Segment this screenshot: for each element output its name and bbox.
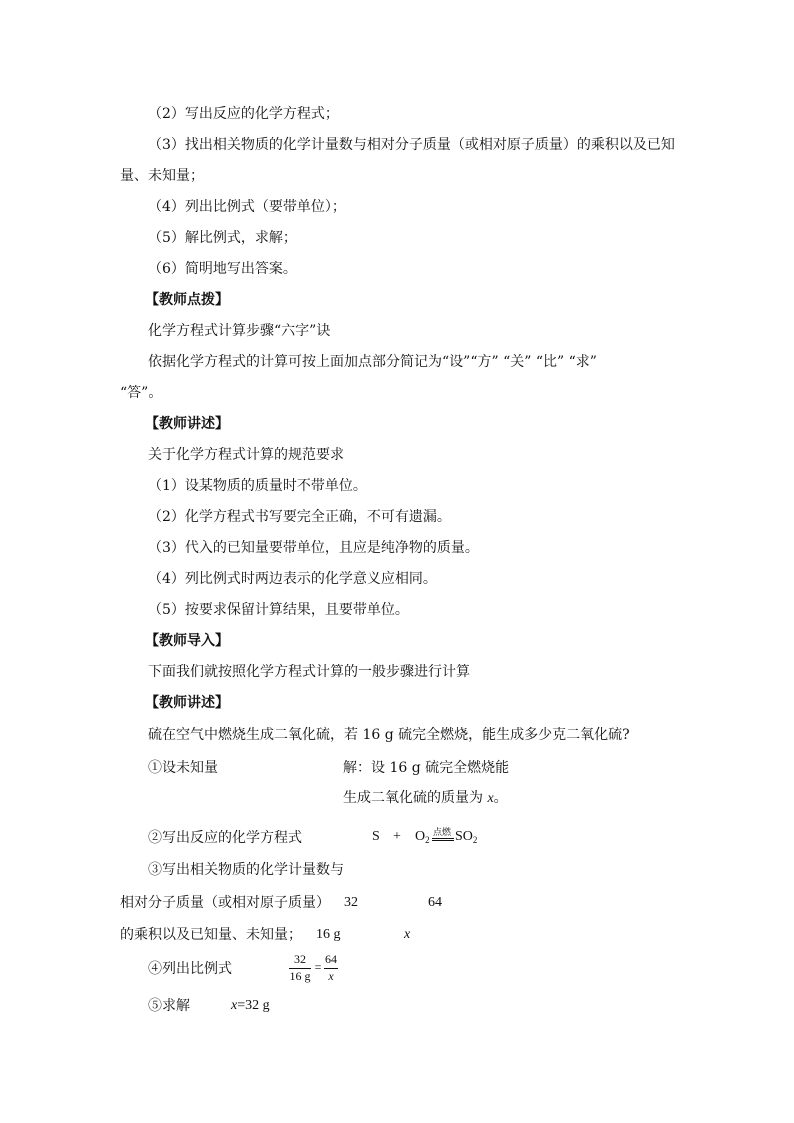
ratio-right-denominator: x [328,969,334,983]
section-heading-teacher-tip: 【教师点拨】 [145,292,229,308]
step-2-text: （2）写出反应的化学方程式； [148,106,339,122]
intro-text: 下面我们就按照化学方程式计算的一般步骤进行计算 [148,664,470,680]
step-5-text: （5）解比例式，求解； [148,230,297,246]
rule-4: （4）列比例式时两边表示的化学意义应相同。 [148,571,437,587]
ratio-equals: = [314,960,322,974]
problem-statement: 硫在空气中燃烧生成二氧化硫，若 16 g 硫完全燃烧，能生成多少克二氧化硫? [148,727,630,743]
equation-reactant-sulfur: S [372,829,380,844]
rule-2: （2）化学方程式书写要完全正确，不可有遗漏。 [148,509,451,525]
rule-1: （1）设某物质的质量时不带单位。 [148,478,367,494]
equation-condition: 点燃 [433,828,452,838]
unknown-mass: x [404,927,411,942]
solve-step-1-text-cont: 生成二氧化硫的质量为 x。 [343,790,508,806]
mass-sulfur: 32 [344,895,358,910]
tip-text: 依据化学方程式的计算可按上面加点部分简记为“设”“方” “关” “比” “求” [148,354,597,370]
equation-plus: + [393,829,401,844]
section-heading-teacher-lecture-2: 【教师讲述】 [145,695,229,711]
solve-step-3-label-cont: 相对分子质量（或相对原子质量） [120,895,330,911]
rule-5: （5）按要求保留计算结果，且要带单位。 [148,602,409,618]
solve-step-3-label: ③写出相关物质的化学计量数与 [148,862,344,878]
tip-title: 化学方程式计算步骤“六字”诀 [148,323,331,339]
solution-result: x=32 g [231,998,270,1013]
tip-text-cont: “答”。 [120,385,163,401]
step-3-text-cont: 量、未知量； [120,168,204,184]
solve-step-1-label: ①设未知量 [148,760,218,776]
ratio-left-denominator: 16 g [289,969,311,983]
step-3-text: （3）找出相关物质的化学计量数与相对分子质量（或相对原子质量）的乘积以及已知 [148,137,675,153]
rules-title: 关于化学方程式计算的规范要求 [148,447,344,463]
equation-arrow-line-bottom [432,840,454,841]
equation-reactant-oxygen: $O_2$ [415,829,430,845]
known-mass: 16 g [316,927,341,942]
rule-3: （3）代入的已知量要带单位，且应是纯净物的质量。 [148,540,479,556]
solve-step-5-label: ⑤求解 [148,998,190,1014]
solve-step-2-label: ②写出反应的化学方程式 [148,830,302,846]
section-heading-teacher-lecture: 【教师讲述】 [145,416,229,432]
section-heading-teacher-intro: 【教师导入】 [145,633,229,649]
equation-product: $SO_2$ [455,829,478,845]
step-6-text: （6）简明地写出答案。 [148,261,297,277]
mass-sulfur-dioxide: 64 [428,895,442,910]
ratio-right-numerator: 64 [325,952,337,966]
solve-step-4-label: ④列出比例式 [148,961,232,977]
solve-step-1-text: 解：设 16 g 硫完全燃烧能 [343,760,510,776]
equation-arrow-line-top [432,838,454,839]
step-4-text: （4）列出比例式（要带单位）； [148,199,346,215]
solve-step-3-label-cont-2: 的乘积以及已知量、未知量； [120,927,302,943]
ratio-left-numerator: 32 [294,952,306,966]
